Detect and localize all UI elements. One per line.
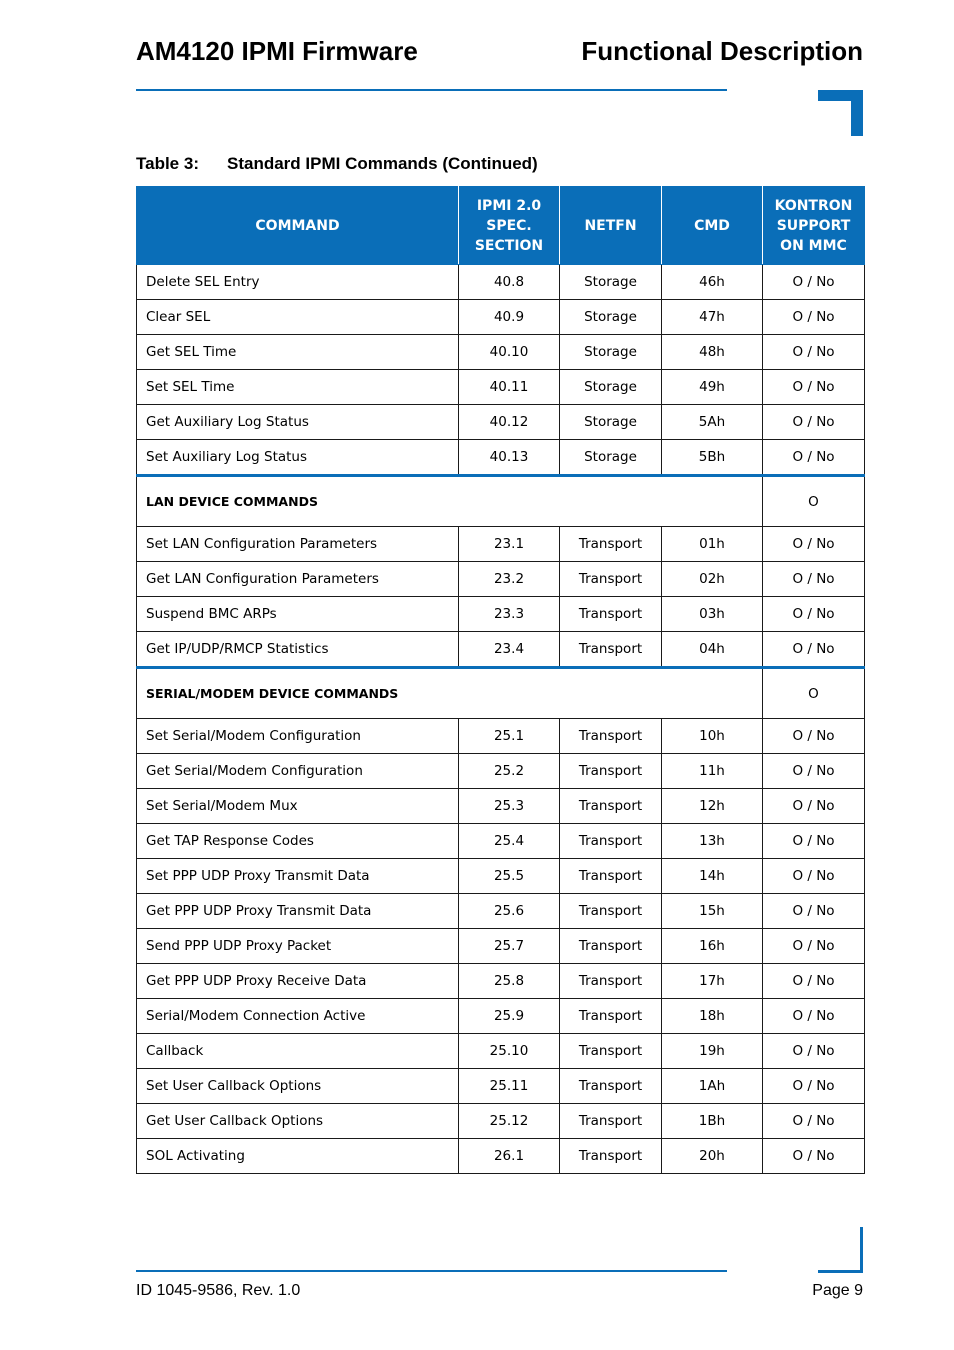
table-row <box>137 265 865 300</box>
column-spec-section-cell: 25.8 <box>459 964 560 999</box>
column-command-cell: Set Serial/Modem Configuration <box>137 719 459 754</box>
column-netfn-cell: Transport <box>560 1139 662 1174</box>
column-spec-section-cell: 25.7 <box>459 929 560 964</box>
table-row <box>137 789 865 824</box>
column-kontron-support-cell: O / No <box>763 1104 865 1139</box>
column-command-cell: Callback <box>137 1034 459 1069</box>
column-spec-section-cell: 26.1 <box>459 1139 560 1174</box>
column-cmd-cell: 18h <box>662 999 763 1034</box>
column-kontron-support-cell: O / No <box>763 300 865 335</box>
column-cmd-cell: 14h <box>662 859 763 894</box>
header-line: CMD <box>694 217 730 234</box>
column-kontron-support-cell: O / No <box>763 754 865 789</box>
column-spec-section-cell: 25.11 <box>459 1069 560 1104</box>
column-cmd-header <box>662 187 763 265</box>
column-netfn-cell: Transport <box>560 597 662 632</box>
column-netfn-cell: Transport <box>560 929 662 964</box>
column-kontron-support-header <box>763 187 865 265</box>
column-spec-section-cell: 25.2 <box>459 754 560 789</box>
table-row <box>137 370 865 405</box>
header-line: SECTION <box>474 237 544 254</box>
column-command-cell: Delete SEL Entry <box>137 265 459 300</box>
column-command-cell: Get User Callback Options <box>137 1104 459 1139</box>
table-row <box>137 929 865 964</box>
column-command-cell: Get PPP UDP Proxy Transmit Data <box>137 894 459 929</box>
corner-mark-bottom-vertical <box>860 1227 863 1273</box>
table-row <box>137 632 865 668</box>
column-command-cell: Serial/Modem Connection Active <box>137 999 459 1034</box>
column-netfn-cell: Transport <box>560 894 662 929</box>
column-spec-section-cell: 23.2 <box>459 562 560 597</box>
header-line: COMMAND <box>255 217 340 234</box>
document-title: AM4120 IPMI Firmware <box>136 36 418 66</box>
column-cmd-cell: 11h <box>662 754 763 789</box>
column-command-cell: SOL Activating <box>137 1139 459 1174</box>
column-netfn-cell: Transport <box>560 527 662 562</box>
column-netfn-cell: Storage <box>560 440 662 476</box>
column-command-cell: Set Serial/Modem Mux <box>137 789 459 824</box>
table-row <box>137 1139 865 1174</box>
table-row <box>137 964 865 999</box>
column-cmd-cell: 48h <box>662 335 763 370</box>
column-cmd-cell: 10h <box>662 719 763 754</box>
column-cmd-cell: 04h <box>662 632 763 668</box>
column-cmd-cell: 5Bh <box>662 440 763 476</box>
column-command-cell: Set SEL Time <box>137 370 459 405</box>
column-cmd-cell: 17h <box>662 964 763 999</box>
column-command-cell: Get Auxiliary Log Status <box>137 405 459 440</box>
table-row <box>137 1104 865 1139</box>
column-command-cell: Set LAN Configuration Parameters <box>137 527 459 562</box>
column-spec-section-cell: 25.3 <box>459 789 560 824</box>
header-line: ON MMC <box>780 237 847 254</box>
column-kontron-support-cell: O / No <box>763 562 865 597</box>
column-spec-section-cell: 23.3 <box>459 597 560 632</box>
column-kontron-support-cell: O / No <box>763 824 865 859</box>
column-netfn-cell: Transport <box>560 789 662 824</box>
column-command-cell: Get TAP Response Codes <box>137 824 459 859</box>
column-cmd-cell: 46h <box>662 265 763 300</box>
column-netfn-cell: Transport <box>560 1034 662 1069</box>
column-cmd-cell: 16h <box>662 929 763 964</box>
table-row <box>137 597 865 632</box>
table-body <box>137 265 865 1174</box>
column-spec-section-cell: 25.4 <box>459 824 560 859</box>
table-row <box>137 754 865 789</box>
column-kontron-support-cell: O / No <box>763 789 865 824</box>
column-command-cell: Set PPP UDP Proxy Transmit Data <box>137 859 459 894</box>
column-command-cell: Set User Callback Options <box>137 1069 459 1104</box>
column-kontron-support-cell: O / No <box>763 859 865 894</box>
column-cmd-cell: 15h <box>662 894 763 929</box>
column-netfn-cell: Transport <box>560 719 662 754</box>
table-row <box>137 335 865 370</box>
section-support: O <box>763 476 865 527</box>
section-label: SERIAL/MODEM DEVICE COMMANDS <box>137 668 763 719</box>
column-spec-section-header <box>459 187 560 265</box>
table-row <box>137 562 865 597</box>
column-kontron-support-cell: O / No <box>763 719 865 754</box>
column-command-cell: Get PPP UDP Proxy Receive Data <box>137 964 459 999</box>
column-command-cell: Get Serial/Modem Configuration <box>137 754 459 789</box>
column-command-cell: Get IP/UDP/RMCP Statistics <box>137 632 459 668</box>
header-line: IPMI 2.0 <box>476 197 542 214</box>
column-netfn-cell: Storage <box>560 370 662 405</box>
table-row <box>137 1069 865 1104</box>
column-kontron-support-cell: O / No <box>763 527 865 562</box>
column-spec-section-cell: 25.9 <box>459 999 560 1034</box>
header-line: SPEC. <box>486 217 532 234</box>
table-row <box>137 300 865 335</box>
column-cmd-cell: 20h <box>662 1139 763 1174</box>
table-row <box>137 859 865 894</box>
document-id: ID 1045-9586, Rev. 1.0 <box>136 1282 301 1299</box>
table-row <box>137 719 865 754</box>
column-kontron-support-cell: O / No <box>763 440 865 476</box>
column-kontron-support-cell: O / No <box>763 929 865 964</box>
column-netfn-header <box>560 187 662 265</box>
column-cmd-cell: 5Ah <box>662 405 763 440</box>
table-caption <box>136 154 538 174</box>
column-kontron-support-cell: O / No <box>763 265 865 300</box>
table-caption-title: Standard IPMI Commands (Continued) <box>227 154 538 173</box>
column-netfn-cell: Transport <box>560 1069 662 1104</box>
column-spec-section-cell: 25.12 <box>459 1104 560 1139</box>
column-cmd-cell: 1Bh <box>662 1104 763 1139</box>
ipmi-commands-table <box>136 186 865 1174</box>
column-netfn-cell: Storage <box>560 300 662 335</box>
column-kontron-support-cell: O / No <box>763 1139 865 1174</box>
column-spec-section-cell: 23.4 <box>459 632 560 668</box>
table-row <box>137 894 865 929</box>
column-spec-section-cell: 25.6 <box>459 894 560 929</box>
corner-mark-top-vertical <box>851 90 863 136</box>
table-row <box>137 440 865 476</box>
column-netfn-cell: Transport <box>560 824 662 859</box>
column-netfn-cell: Transport <box>560 964 662 999</box>
column-kontron-support-cell: O / No <box>763 335 865 370</box>
table-header-row <box>137 187 865 265</box>
column-cmd-cell: 1Ah <box>662 1069 763 1104</box>
column-spec-section-cell: 40.9 <box>459 300 560 335</box>
column-kontron-support-cell: O / No <box>763 894 865 929</box>
column-command-cell: Suspend BMC ARPs <box>137 597 459 632</box>
column-kontron-support-cell: O / No <box>763 632 865 668</box>
column-spec-section-cell: 40.10 <box>459 335 560 370</box>
column-cmd-cell: 12h <box>662 789 763 824</box>
column-command-cell: Get LAN Configuration Parameters <box>137 562 459 597</box>
column-cmd-cell: 01h <box>662 527 763 562</box>
page-number: Page 9 <box>812 1282 863 1299</box>
table-caption-number: Table 3: <box>136 154 199 173</box>
column-spec-section-cell: 40.12 <box>459 405 560 440</box>
column-command-cell: Get SEL Time <box>137 335 459 370</box>
table-row <box>137 999 865 1034</box>
column-command-cell: Set Auxiliary Log Status <box>137 440 459 476</box>
column-spec-section-cell: 25.10 <box>459 1034 560 1069</box>
column-kontron-support-cell: O / No <box>763 1069 865 1104</box>
column-netfn-cell: Storage <box>560 265 662 300</box>
column-spec-section-cell: 40.13 <box>459 440 560 476</box>
table-row <box>137 405 865 440</box>
section-row <box>137 668 865 719</box>
column-netfn-cell: Transport <box>560 859 662 894</box>
column-kontron-support-cell: O / No <box>763 964 865 999</box>
column-kontron-support-cell: O / No <box>763 999 865 1034</box>
table-row <box>137 824 865 859</box>
column-kontron-support-cell: O / No <box>763 405 865 440</box>
column-netfn-cell: Transport <box>560 754 662 789</box>
column-cmd-cell: 49h <box>662 370 763 405</box>
corner-mark-bottom <box>818 1270 863 1273</box>
column-netfn-cell: Transport <box>560 562 662 597</box>
column-kontron-support-cell: O / No <box>763 597 865 632</box>
column-netfn-cell: Storage <box>560 405 662 440</box>
column-netfn-cell: Transport <box>560 632 662 668</box>
column-command-cell: Clear SEL <box>137 300 459 335</box>
header-line: KONTRON <box>774 197 853 214</box>
column-cmd-cell: 19h <box>662 1034 763 1069</box>
column-spec-section-cell: 23.1 <box>459 527 560 562</box>
column-kontron-support-cell: O / No <box>763 370 865 405</box>
table-row <box>137 527 865 562</box>
column-netfn-cell: Storage <box>560 335 662 370</box>
section-row <box>137 476 865 527</box>
table-row <box>137 1034 865 1069</box>
column-command-header <box>137 187 459 265</box>
section-title: Functional Description <box>581 36 863 66</box>
column-spec-section-cell: 40.8 <box>459 265 560 300</box>
column-cmd-cell: 02h <box>662 562 763 597</box>
header-line: SUPPORT <box>776 217 851 234</box>
section-support: O <box>763 668 865 719</box>
column-cmd-cell: 03h <box>662 597 763 632</box>
column-netfn-cell: Transport <box>560 1104 662 1139</box>
section-label: LAN DEVICE COMMANDS <box>137 476 763 527</box>
column-cmd-cell: 13h <box>662 824 763 859</box>
column-kontron-support-cell: O / No <box>763 1034 865 1069</box>
column-spec-section-cell: 40.11 <box>459 370 560 405</box>
column-command-cell: Send PPP UDP Proxy Packet <box>137 929 459 964</box>
column-cmd-cell: 47h <box>662 300 763 335</box>
column-spec-section-cell: 25.5 <box>459 859 560 894</box>
column-spec-section-cell: 25.1 <box>459 719 560 754</box>
header-line: NETFN <box>584 217 637 234</box>
footer-rule <box>136 1270 727 1272</box>
header-rule <box>136 89 727 91</box>
column-netfn-cell: Transport <box>560 999 662 1034</box>
